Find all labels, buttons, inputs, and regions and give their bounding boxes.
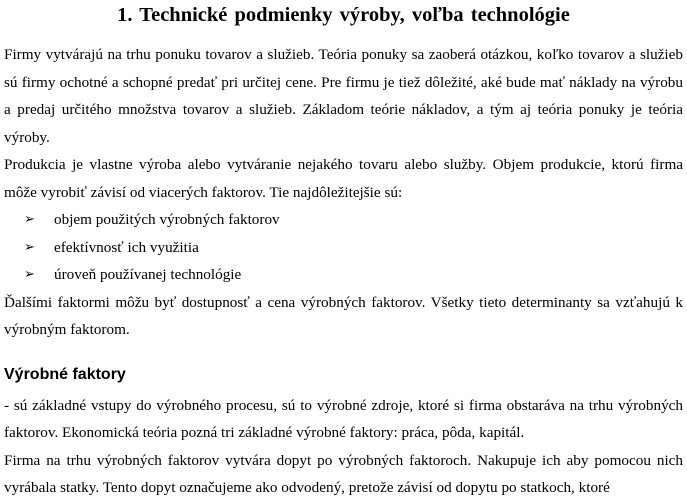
paragraph-production: Produkcia je vlastne výroba alebo vytváranie nejakého tovaru alebo služby. Objem produkcie, ktorú firma môže vyrobiť závisí od viacerých faktorov. Tie najdôležitejšie sú:	[4, 156, 683, 201]
list-item-text: úroveň používanej technológie	[54, 266, 242, 283]
paragraph-factor-demand: Firma na trhu výrobných faktorov vytvára dopyt po výrobných faktoroch. Nakupuje ich aby pomocou nich vyrábala statky. Tento dopyt označujeme ako odvodený, pretože závisí od dopytu po statkoch, ktoré	[4, 451, 683, 496]
arrow-bullet-icon: ➢	[24, 239, 35, 255]
paragraph-supply-theory: Firmy vytvárajú na trhu ponuku tovarov a služieb. Teória ponuky sa zaoberá otázkou, koľko tovarov a služieb sú firmy ochotné a schopné predať pri určitej cene. Pre firmu je tiež dôležité, aké bude mať náklady na výrobu a predaj určitého množstva tovarov a služieb. Základom teórie nákladov, a tým aj teória ponuky je teória výroby.	[4, 46, 683, 146]
list-item-text: objem použitých výrobných faktorov	[54, 211, 280, 228]
list-item	[4, 234, 683, 262]
paragraph-other-factors: Ďalšími faktormi môžu byť dostupnosť a cena výrobných faktorov. Všetky tieto determinanty sa vzťahujú k výrobným faktorom.	[4, 293, 683, 338]
arrow-bullet-icon: ➢	[24, 212, 35, 227]
document-page	[4, 0, 683, 502]
section-heading-production-factors: Výrobné faktory	[4, 365, 126, 383]
list-item	[4, 206, 683, 234]
document-title: 1. Technické podmienky výroby, voľba technológie	[117, 4, 570, 26]
list-item-text: efektívnosť ich využitia	[54, 238, 199, 256]
paragraph-factors-definition: - sú základné vstupy do výrobného procesu, sú to výrobné zdroje, ktoré si firma obstaráva na trhu výrobných faktorov. Ekonomická teória pozná tri základné výrobné faktory: práca, pôda, kapitál.	[4, 396, 683, 441]
list-item	[4, 261, 683, 289]
factor-list	[4, 206, 683, 289]
arrow-bullet-icon: ➢	[24, 267, 35, 282]
